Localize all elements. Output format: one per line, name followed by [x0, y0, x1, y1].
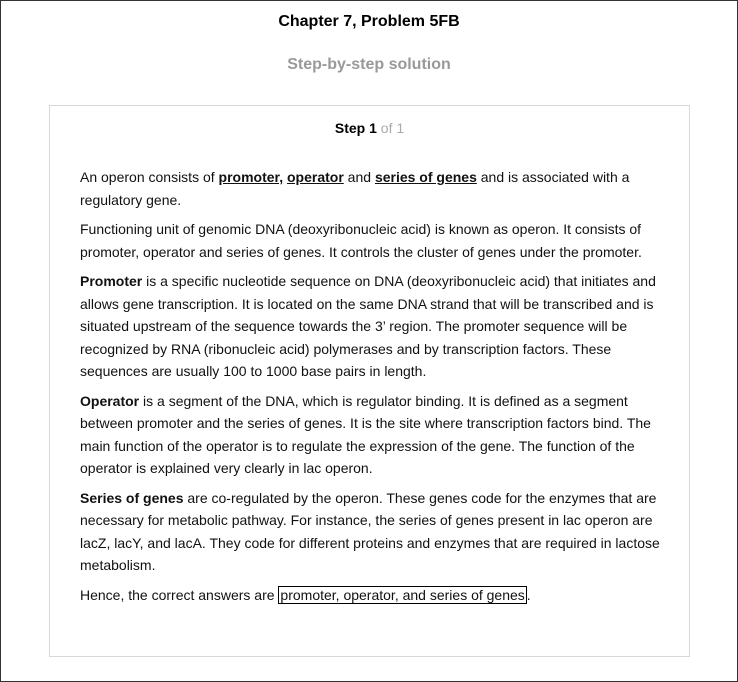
blank-answer-promoter: promoter,	[218, 169, 284, 185]
paragraph-operator	[80, 390, 664, 480]
series-of-genes-text: are co-regulated by the operon. These genes code for the enzymes that are necessary for metabolic pathway. For instance, the series of genes present in lac operon are lacZ, lacY, and lacA. They code for different proteins and enzymes that are required in lactose metabolism.	[80, 489, 660, 573]
step-total: of 1	[380, 120, 405, 136]
intro-text-2: and	[343, 169, 375, 185]
term-operator: Operator	[80, 392, 140, 409]
conclusion-prefix: Hence, the correct answers are	[80, 586, 279, 603]
term-promoter: Promoter	[80, 273, 143, 289]
step-label: Step	[334, 120, 366, 136]
paragraph-operon-definition: Functioning unit of genomic DNA (deoxyribonucleic acid) is known as operon. It consists of promoter, operator and series of genes. It controls the cluster of genes under the promoter.	[80, 221, 642, 260]
blank-answer-series-of-genes: series of genes	[374, 169, 477, 185]
term-series-of-genes: Series of genes	[80, 489, 184, 506]
blank-answer-operator: operator	[287, 169, 344, 185]
paragraph-conclusion	[80, 584, 664, 607]
intro-text-1: An operon consists of	[80, 169, 219, 185]
chapter-title: Chapter 7, Problem 5FB	[278, 13, 460, 30]
conclusion-suffix: .	[526, 586, 531, 603]
step-content	[80, 166, 664, 613]
step-card	[49, 105, 690, 657]
operator-text: is a segment of the DNA, which is regulator binding. It is defined as a segment between promoter and the series of genes. It is the site where transcription factors bind. The main function of the operator is to regulate the expression of the gene. The function of the operator is explained very clearly in lac operon.	[80, 392, 651, 476]
solution-subtitle: Step-by-step solution	[287, 56, 451, 73]
paragraph-promoter	[80, 270, 664, 383]
final-answer-box: promoter, operator, and series of genes	[280, 586, 525, 603]
paragraph-intro	[80, 166, 664, 211]
step-header	[50, 120, 689, 136]
promoter-text: is a specific nucleotide sequence on DNA (deoxyribonucleic acid) that initiates and allows gene transcription. It is located on the same DNA strand that will be transcribed and is situated upstream of the sequence towards the 3’ region. The promoter sequence will be recognized by RNA (ribonucleic acid) polymerases and by transcription factors. These sequences are usually 100 to 1000 base pairs in length.	[80, 273, 656, 379]
step-number: 1	[369, 120, 377, 136]
paragraph-series-of-genes	[80, 487, 664, 577]
intro-text-3: and is associated with a regulatory gene.	[80, 169, 630, 208]
